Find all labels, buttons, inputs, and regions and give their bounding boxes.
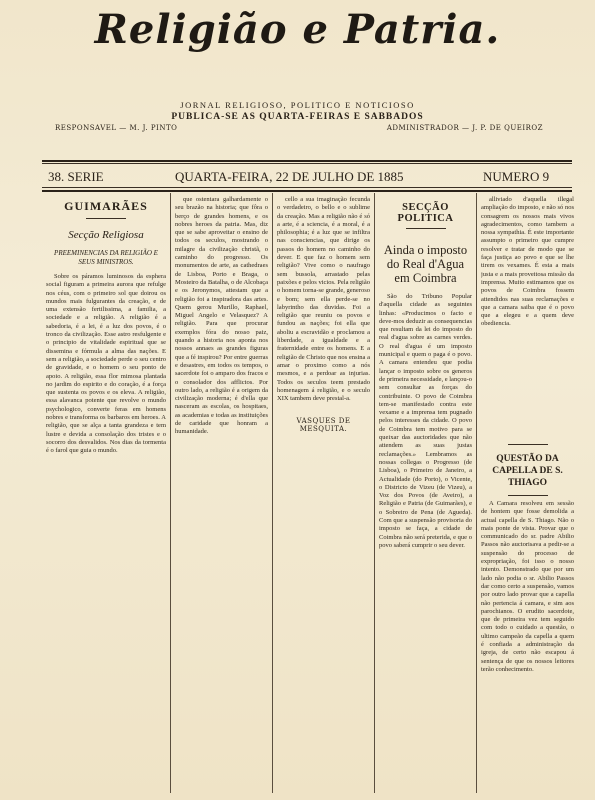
column-political: [379, 196, 472, 794]
dateline-rule-bottom: [42, 190, 572, 192]
column-divider: [272, 193, 273, 793]
newspaper-title: Religião e Patria.: [94, 6, 501, 53]
column-religious: [46, 196, 166, 794]
article-body-continued: que ostentara galhardamente o seu brazão na historia; que fôra o berço de grandes homens, e os nobres heroes da patria. Mas, diz que se sabe aproveitar o ensino de todos os seculos, mostrando o milagre da civilização christã, o caminho do progresso. Os monumentos de arte, as cathedraes de Lisboa, Porto e Braga, o Mosteiro da Batalha, o de Alcobaça e os Jeronymos, attestam que a religião foi a inspiradora das artes. Quem gerou Murillo, Raphael, Miguel Angelo e Velasquez? A religião. Para que procurar exemplos fóra do nosso paiz, quando a historia nos aponta nos nossos annaes as grandes figuras que a fé inspirou? Por entre guerras e desastres, em todos os tempos, o sacerdote foi o amparo dos fracos e o consolador dos afflictos. Por outro lado, a religião é a origem da civilização moderna; é d'ella que nasceram as escolas, os hospitaes, as academias e todas as instituições de caridade que honram a humanidade.: [175, 196, 268, 436]
section-heading-religious: Secção Religiosa: [68, 229, 144, 241]
heading-rule: [406, 228, 446, 229]
article-body-continued: alliviado d'aquella illegal ampliação do imposto, e não só nos consagrem os nossos mais vivos agradecimentos, como tambem a nossa sympathia. É este importante assumpto o primeiro que cumpre resolver e tratar de modo que se faça justiça ao povo e que se lhe tirem os vexames. É esta a mais justa e a mais proveitosa missão da imprensa. Muito estimamos que os povos de Coimbra fossem attendidos nas suas reclamações e que a camara saiba que é o povo que a elegeu e a quem deve obediencia.: [481, 196, 574, 328]
series-label: 38. SERIE: [48, 169, 104, 184]
issue-date: QUARTA-FEIRA, 22 DE JULHO DE 1885: [175, 169, 404, 184]
section-heading-political: SECÇÃO POLITICA: [397, 202, 454, 224]
article-subheading: PREEMINENCIAS DA RELIGIÃO E SEUS MINISTROS.: [54, 249, 158, 266]
column-two: [175, 196, 268, 794]
article-body-capella: A Camara resolveu em sessão de hontem que fosse demolida a actual capella de S. Thiago. Não o mais ponte de vista. Provar que o communicado do sr. padre Abilio Passos não auctorisava a pedir-se a suspensão do processo de expropriação, foi isso o nosso intento. Demonstrado que por um lado não podia o sr. Abilio Passos dar como certo a suspensão, vamos por outro lado provar que a capella não pertencia á camara, e sim aos parochianos. O erudito sacerdote, que de primeira vez tem seguido com todo o cuidado a questão, o ultimo campeão da capella a quem é confiada a administração da igreja, de certo não escapou á sentença de que os nossos leitores terão conhecimento.: [481, 500, 574, 673]
article-separator: [508, 444, 548, 445]
heading-rule: [508, 495, 548, 496]
city-heading: GUIMARÃES: [64, 199, 148, 213]
article-headline-capella: QUESTÃO DA CAPELLA DE S. THIAGO: [492, 454, 563, 488]
column-three: [277, 196, 370, 794]
publication-days: PUBLICA-SE AS QUARTA-FEIRAS E SABBADOS: [171, 112, 424, 122]
heading-rule: [86, 218, 126, 219]
article-body-continued: cello a sua imaginação fecunda o verdadeiro, o bello e o sublime da creação. Mas a religião não é só a arte, é a sciencia, é a moral, é a philosophia; é a luz que se infiltra nas consciencias, que dirige os passos do homem no caminho do dever. E que faz o homem sem religião? Vive como o naufrago sem bussola, arrastado pelas paixões e pelos vicios. Pela religião o homem torna-se grande, generoso e bom; sem ella perde-se no labyrintho das duvidas. Foi a religião que reuniu os povos e fundou as nações; foi ella que aboliu a escravidão e proclamou a liberdade, a igualdade e a fraternidade entre os homens. E a religião de Christo que nos ensina a amar o proximo como a nós mesmos, e a perdoar as injurias. Todos os seculos teem prestado homenagem á religião, e o seculo XIX tambem deve prestal-a.: [277, 196, 370, 403]
author-signature: VASQUES DE MESQUITA.: [296, 417, 351, 434]
administrator: ADMINISTRADOR — J. P. DE QUEIROZ: [386, 124, 543, 132]
column-divider: [374, 193, 375, 793]
article-body: São do Tribuno Popular d'aquella cidade as seguintes linhas: «Producimos o facto e deve-mos deduzir as consequencias que resultam da lei do imposto do real d'agua sobre as carnes verdes. O real d'agua é um imposto municipal e quem o paga é o povo. A camara entendeu que podia lançar o imposto sobre os generos de primeira necessidade, e lançou-o sem consultar as forças do contribuinte. O povo de Coimbra tem-se manifestado contra este vexame e a imprensa tem pugnado pelos interesses da cidade. O povo de Coimbra tem motivo para se queixar das auctoridades que não attendem as suas justas reclamações.» Lembramos as nossas collegas o Progresso (de Lisboa), o Primeiro de Janeiro, a Actualidade (do Porto), o Vicente, o Districto de Vizeu (de Vizeu), a Voz dos Povos (de Aveiro), a Religião e Patria (de Guimarães), e o Sobreiro de Pena (de Agueda). Com que a suspensão provisoria do imposto se faça, a cidade de Coimbra não será preterida, e que o povo saberá cumprir o seu dever.: [379, 293, 472, 549]
column-divider: [170, 193, 171, 793]
article-body: Sobre os páramos luminosos da esphera social figuram a primeira aurora que refulge nos céus, com o primeiro sol que doirou os mundos mais fulgurantes da creação, e de uma extensão fertilissima, a familia, a sociedade e a religião. A religião é a sabedoria, é a lei, é a luz dos povos, é o tronco da civilização. Esse astro resfulgente e o principio de vitalidade espiritual que se dissemina e fórmula a alma das nações. E sem a religião, a sociedade perde o seu centro de gravidade, e o homem o seu ponto de apoio. A religião, essa flor mimosa plantada no jardim do espirito e do coração, é a força que sustenta os povos e os eleva. A religião, essa alavanca potente que revolve o mundo psychologico, converte feras em homens nobres e transforma os barbaros em heroes. A religião, que se alça a tanta grandeza e tem lustre e devida a consolação dos tristes e o socorro dos desvalidos. Nos dias da tormenta é o farol que guia o mundo.: [46, 273, 166, 455]
header-rule-top: [42, 160, 572, 162]
article-headline: Ainda o imposto do Real d'Agua em Coimbra: [383, 243, 468, 285]
column-five: [481, 196, 574, 794]
dateline-rule-thin: [42, 187, 572, 188]
issue-number: NUMERO 9: [483, 169, 550, 184]
column-divider: [476, 193, 477, 793]
header-rule-top-thin: [42, 163, 572, 164]
newspaper-subtitle: JORNAL RELIGIOSO, POLITICO E NOTICIOSO: [180, 100, 415, 110]
responsible-editor: RESPONSAVEL — M. J. PINTO: [55, 124, 178, 132]
